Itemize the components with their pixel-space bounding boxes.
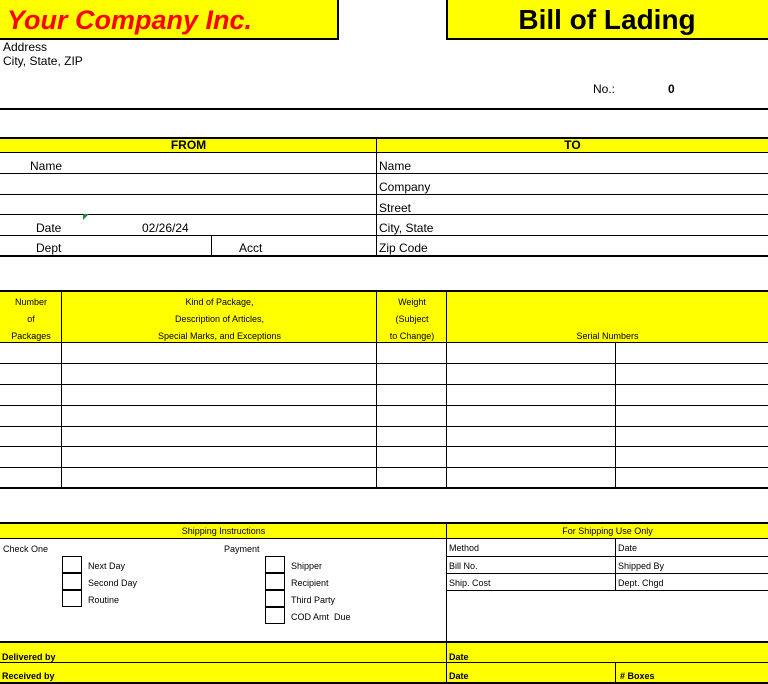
dept-chgd-label: Dept. Chgd <box>618 578 664 588</box>
col-description-line1: Kind of Package, <box>185 297 254 307</box>
divider <box>376 137 377 256</box>
shipped-by-label: Shipped By <box>618 561 665 571</box>
from-date-value[interactable]: 02/26/24 <box>142 221 189 235</box>
col-description-line3: Special Marks, and Exceptions <box>157 331 282 341</box>
cod-checkbox[interactable] <box>265 607 285 624</box>
to-zip-label: Zip Code <box>379 241 428 255</box>
divider <box>0 108 768 110</box>
ship-use-date-label: Date <box>618 543 638 553</box>
divider <box>446 290 447 488</box>
divider <box>0 255 768 257</box>
col-packages-line2: of <box>27 314 35 324</box>
delivered-date-label: Date <box>449 652 469 662</box>
col-weight-line2: (Subject <box>395 314 429 324</box>
method-label: Method <box>449 543 480 553</box>
number-value[interactable]: 0 <box>668 82 675 96</box>
col-description-line2: Description of Articles, <box>174 314 265 324</box>
delivered-by-bar <box>0 641 768 663</box>
table-bottom-line <box>0 487 768 489</box>
second-day-label: Second Day <box>88 578 138 588</box>
routine-label: Routine <box>88 595 120 605</box>
to-city-state-label: City, State <box>379 221 434 235</box>
company-name: Your Company Inc. <box>7 5 253 35</box>
from-title: FROM <box>170 138 207 152</box>
received-date-label: Date <box>449 671 469 681</box>
shipping-instructions-title: Shipping Instructions <box>181 526 266 536</box>
recipient-checkbox[interactable] <box>265 573 285 590</box>
address-line2: City, State, ZIP <box>3 54 83 68</box>
third-party-checkbox[interactable] <box>265 590 285 607</box>
divider <box>446 641 447 684</box>
shipper-checkbox[interactable] <box>265 556 285 573</box>
divider <box>615 663 616 684</box>
divider <box>376 290 377 488</box>
bill-no-label: Bill No. <box>449 561 478 571</box>
check-one-label: Check One <box>3 544 49 554</box>
divider <box>61 290 62 488</box>
routine-checkbox[interactable] <box>62 590 82 607</box>
table-row-line <box>0 405 768 406</box>
number-label: No.: <box>593 82 616 96</box>
divider <box>615 539 616 590</box>
ship-cost-label: Ship. Cost <box>449 578 491 588</box>
divider <box>211 235 212 256</box>
cod-label: COD Amt Due <box>291 612 351 622</box>
from-name-label: Name <box>30 159 63 173</box>
divider <box>0 235 768 236</box>
table-row-line <box>0 384 768 385</box>
boxes-label: # Boxes <box>620 671 655 681</box>
from-date-label: Date <box>36 221 62 235</box>
col-serial-numbers: Serial Numbers <box>576 331 639 341</box>
divider <box>447 573 768 574</box>
delivered-by-label: Delivered by <box>2 652 56 662</box>
table-row-line <box>0 467 768 468</box>
next-day-label: Next Day <box>88 561 126 571</box>
next-day-checkbox[interactable] <box>62 556 82 573</box>
address-line1: Address <box>3 40 48 54</box>
col-weight-line3: to Change) <box>389 331 435 341</box>
to-company-label: Company <box>379 180 431 194</box>
recipient-label: Recipient <box>291 578 329 588</box>
doc-title: Bill of Lading <box>518 4 696 35</box>
from-acct-label: Acct <box>239 241 263 255</box>
divider <box>447 556 768 557</box>
to-street-label: Street <box>379 201 412 215</box>
third-party-label: Third Party <box>291 595 336 605</box>
col-weight-line1: Weight <box>398 297 426 307</box>
received-by-label: Received by <box>2 671 55 681</box>
comment-marker-icon <box>83 214 89 220</box>
col-packages-line3: Packages <box>11 331 51 341</box>
divider <box>0 194 768 195</box>
table-row-line <box>0 446 768 447</box>
second-day-checkbox[interactable] <box>62 573 82 590</box>
divider <box>0 173 768 174</box>
from-dept-label: Dept <box>36 241 62 255</box>
to-name-label: Name <box>379 159 412 173</box>
shipping-use-title: For Shipping Use Only <box>562 526 653 536</box>
payment-label: Payment <box>224 544 260 554</box>
col-packages-line1: Number <box>14 297 47 307</box>
divider <box>447 590 768 591</box>
table-row-line <box>0 363 768 364</box>
table-row-line <box>0 426 768 427</box>
shipper-label: Shipper <box>291 561 323 571</box>
to-title: TO <box>564 138 581 152</box>
